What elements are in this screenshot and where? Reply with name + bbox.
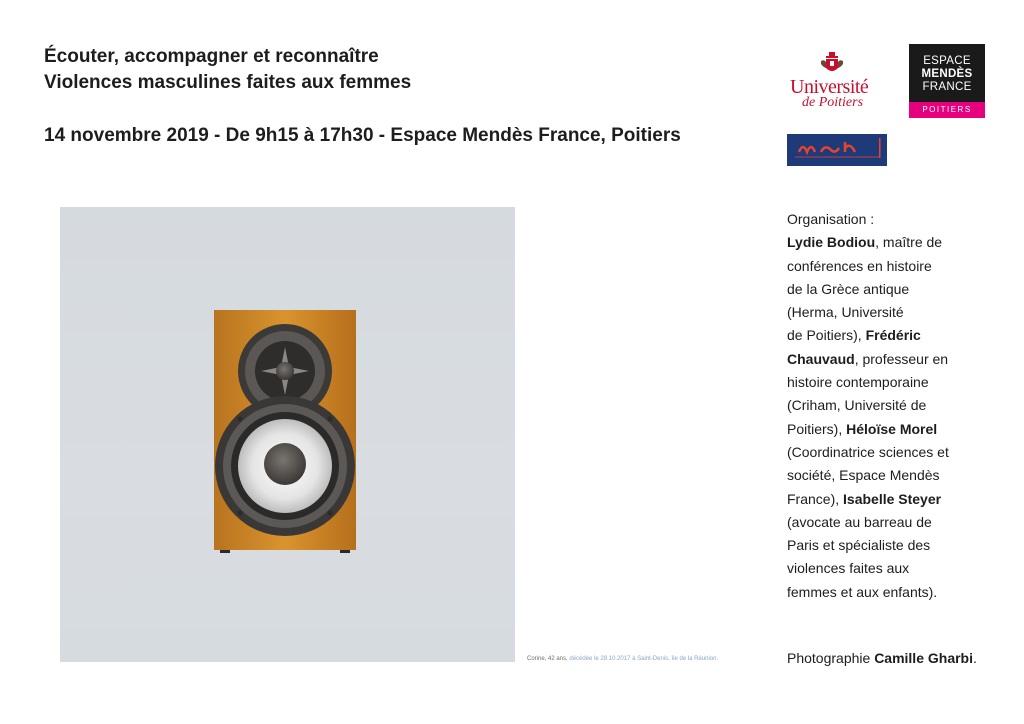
org-text: de Poitiers), (787, 327, 866, 344)
org-text: France), (787, 490, 844, 507)
logo-word-universite: Université (790, 76, 869, 98)
emf-line-1: ESPACE (923, 55, 971, 67)
organiser-name: Chauvaud (787, 350, 855, 367)
title-line-2: Violences masculines faites aux femmes (44, 72, 412, 93)
org-text: , maître de (875, 234, 943, 251)
caption-name: Corine, 42 ans, (527, 656, 568, 662)
org-line (787, 231, 987, 254)
page-title (44, 44, 411, 96)
org-line: (Criham, Université de (787, 397, 927, 414)
org-line (787, 324, 987, 347)
msh-mark-icon (787, 134, 887, 166)
org-line: de la Grèce antique (787, 280, 910, 297)
organiser-name: Isabelle Steyer (843, 490, 942, 507)
org-line: histoire contemporaine (787, 374, 929, 391)
espace-mendes-france-logo (909, 44, 985, 118)
org-line: violences faites aux (787, 560, 910, 577)
organiser-name: Frédéric (865, 327, 921, 344)
emf-band: POITIERS (909, 102, 985, 118)
speaker-photo (60, 207, 515, 662)
photo-caption (527, 656, 718, 662)
universite-poitiers-logo (786, 52, 876, 112)
caption-detail: décédée le 28.10.2017 à Saint-Denis, île de la Réunion. (569, 656, 719, 662)
event-date-location: 14 novembre 2019 - De 9h15 à 17h30 - Espace Mendès France, Poitiers (44, 125, 681, 146)
crest-icon (818, 52, 846, 76)
organiser-name: Héloïse Morel (846, 420, 938, 437)
emf-line-3: FRANCE (922, 81, 972, 93)
org-line: société, Espace Mendès (787, 467, 940, 484)
msh-logo (787, 134, 887, 166)
credit-label: Photographie (787, 650, 875, 666)
org-line (787, 488, 987, 511)
organisation-block (787, 208, 987, 604)
organiser-name: Lydie Bodiou (787, 234, 876, 251)
org-text: , professeur en (854, 350, 949, 367)
photographer-name: Camille Gharbi (874, 650, 973, 666)
organisation-label: Organisation : (787, 211, 875, 227)
org-line: (avocate au barreau de (787, 513, 932, 530)
credit-end: . (973, 650, 977, 666)
org-line: conférences en histoire (787, 257, 932, 274)
org-line: (Herma, Université (787, 304, 904, 321)
title-line-1: Écouter, accompagner et reconnaître (44, 46, 379, 67)
org-line (787, 418, 987, 441)
emf-line-2: MENDÈS (921, 68, 973, 80)
org-line: Paris et spécialiste des (787, 537, 931, 554)
photo-credit (787, 650, 977, 666)
speaker-icon (60, 207, 515, 662)
org-line: (Coordinatrice sciences et (787, 443, 949, 460)
org-line: femmes et aux enfants). (787, 583, 938, 600)
org-line (787, 348, 987, 371)
logo-word-de-poitiers: de Poitiers (802, 95, 864, 110)
org-text: Poitiers), (787, 420, 847, 437)
